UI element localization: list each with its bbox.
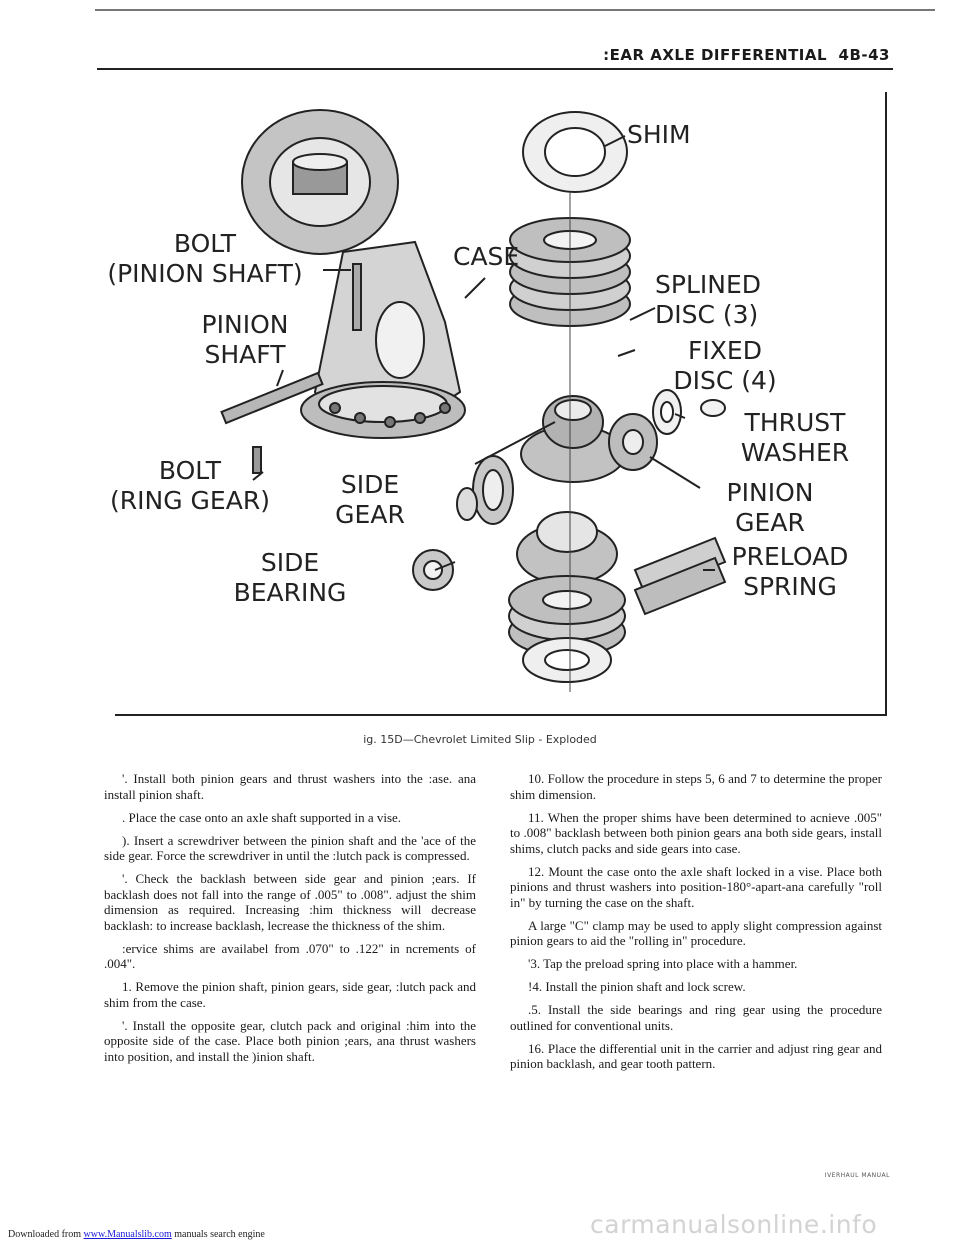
download-source-note: Downloaded from www.Manualslib.com manuals search engine [8, 1229, 265, 1240]
paragraph: '3. Tap the preload spring into place with a hammer. [528, 956, 798, 971]
label-fixed-disc: FIXED DISC (4) [673, 336, 777, 395]
paragraph: 16. Place the differential unit in the carrier and adjust ring gear and pinion backlash, and gear tooth pattern. [510, 1040, 882, 1071]
watermark: carmanualsonline.info [590, 1210, 878, 1239]
right-column [510, 771, 882, 1079]
pinion-shaft-bolt-drawing [353, 264, 361, 330]
paragraph: ). Insert a screwdriver between the pinion shaft and the 'ace of the side gear. Force the screwdriver in until the :lutch pack is compressed. [104, 832, 476, 863]
figure-caption: ig. 15D—Chevrolet Limited Slip - Exploded [363, 733, 597, 746]
left-column [104, 771, 476, 1072]
label-bolt-pinion-shaft: BOLT (PINION SHAFT) [107, 229, 303, 288]
side-gear-drawing [457, 456, 513, 524]
header-page-number: 4B-43 [838, 46, 890, 64]
preload-spring-drawing [635, 538, 725, 614]
header-title: :EAR AXLE DIFFERENTIAL [603, 46, 828, 64]
exploded-diagram [107, 92, 887, 716]
paragraph: .5. Install the side bearings and ring gear using the procedure outlined for conventional units. [510, 1002, 882, 1033]
label-side-gear: SIDE GEAR [335, 470, 405, 529]
shim-drawing [523, 112, 627, 192]
lower-shim-drawing [523, 638, 611, 682]
paragraph: 12. Mount the case onto the axle shaft locked in a vise. Place both pinions and thrust washers into position-180°-apart-ana carefully "roll in" by turning the case on the shaft. [510, 863, 882, 910]
paragraph: . Place the case onto an axle shaft supported in a vise. [122, 809, 402, 825]
paragraph: 1. Remove the pinion shaft, pinion gears, side gear, :lutch pack and shim from the case. [104, 979, 476, 1010]
label-pinion-gear: PINION GEAR [726, 478, 814, 537]
paragraph: 10. Follow the procedure in steps 5, 6 and 7 to determine the proper shim dimension. [510, 771, 882, 802]
footer-manual-label: IVERHAUL MANUAL [824, 1172, 890, 1179]
paragraph: '. Install both pinion gears and thrust washers into the :ase. ana install pinion shaft. [104, 771, 476, 802]
label-preload-spring: PRELOAD SPRING [731, 542, 849, 601]
differential-drawing [115, 92, 887, 716]
label-shim: SHIM [627, 120, 691, 149]
paragraph: 11. When the proper shims have been determined to acnieve .005" to .008" backlash between both pinion gears ana both side gears, install shims, clutch packs and side gears into case. [510, 809, 882, 856]
label-pinion-shaft: PINION SHAFT [201, 310, 289, 369]
manualslib-link[interactable]: www.Manualslib.com [83, 1229, 172, 1240]
lower-side-gear-drawing [517, 512, 617, 584]
paragraph: A large "C" clamp may be used to apply slight compression against pinion gears to aid the "rolling in" procedure. [510, 917, 882, 948]
paragraph: '. Install the opposite gear, clutch pack and original :him into the opposite side of the case. Place both pinion ;ears, ana thrust washers into position, and install the )inion shaft. [104, 1017, 476, 1064]
side-bearing-drawing [413, 550, 453, 590]
label-side-bearing: SIDE BEARING [233, 548, 347, 607]
page-top-rule [95, 9, 935, 11]
label-bolt-ring-gear: BOLT (RING GEAR) [110, 456, 270, 515]
label-case: CASE [453, 242, 520, 271]
header-rule [97, 68, 893, 70]
label-thrust-washer: THRUST WASHER [740, 408, 850, 467]
paragraph: '. Check the backlash between side gear and pinion ;ears. If backlash does not fall into the range of .005" to .008". adjust the shim dimension as required. Increasing :him thickness will decrease backlash: to increase backlash, lecrease the thickness of the shim. [104, 871, 476, 933]
thrust-washer-drawing [653, 390, 725, 434]
paragraph: :ervice shims are availabel from .070" to .122" in ncrements of .004". [104, 940, 476, 971]
page-header [560, 46, 890, 64]
label-splined-disc: SPLINED DISC (3) [655, 270, 761, 329]
pinion-gear-drawing [609, 414, 657, 470]
paragraph: !4. Install the pinion shaft and lock screw. [528, 979, 746, 994]
